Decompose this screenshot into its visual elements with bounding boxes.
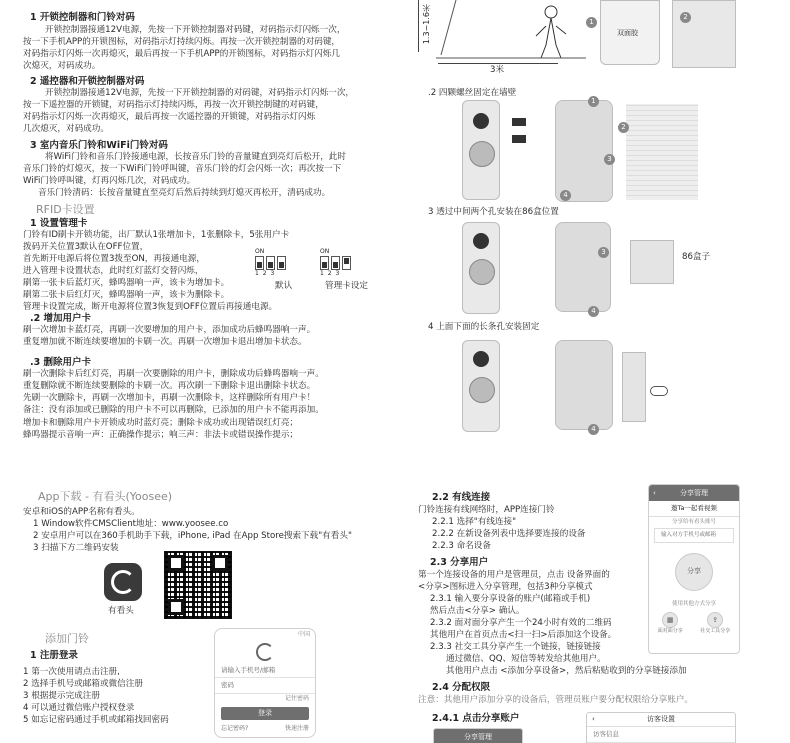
other-share-label: 使用其他方式分享 [671,601,716,608]
logo-label: 有看头 [108,606,134,616]
heading-click-share-account: 2.4.1 点击分享账户 [432,713,520,724]
text-line: 管理卡设置完成，断开电源将位置3恢复到OFF位置后再接通电源。 [23,302,278,312]
share-button[interactable]: 分享 [675,553,713,591]
wall-figure [672,0,736,68]
quick-register-link[interactable]: 快速注册 [284,725,309,733]
reg-item: 1 第一次使用请点击注册, [23,667,120,677]
heading-lock-pairing: 1 开锁控制器和门铃对码 [30,12,135,23]
text-line: 将WiFi门铃和音乐门铃接通电源，长按音乐门铃的音量键直到亮灯后松开，此时 [45,152,346,162]
heading-chime-pairing: 3 室内音乐门铃和WiFi门铃对码 [30,140,168,151]
heading-permissions: 2.4 分配权限 [432,682,491,693]
share-manage-screen [433,728,523,743]
reg-item: 2 选择手机号或邮箱或微信注册 [23,679,143,689]
back-arrow-icon[interactable]: ‹ [592,715,595,723]
heading-delete-card: .3 删除用户卡 [30,357,92,368]
text-line: 先刷一次删除卡，再刷一次增加卡，再刷一次删除卡，这样删除所有用户卡！ [23,393,316,403]
dip-switch-default [255,248,286,278]
share-account-input[interactable]: 输入对方手机号或邮箱 [654,528,734,543]
visitor-settings-screen [586,712,736,743]
text-line: 刷第二张卡后红灯灭，蜂鸣器响一声，该卡为删除卡。 [23,290,230,300]
dip-numbers: 1 2 3 [255,269,276,277]
language-selector[interactable]: 中国 [297,631,310,638]
text-line: 几次熄灭，对码成功。 [23,124,109,134]
add-doorbell-title: 添加门铃 [45,632,89,645]
reg-item: 5 如忘记密码通过手机或邮箱找回密码 [23,715,169,725]
text-line: 对码指示灯闪烁一次再熄灭，最后再按一次遥控器的开锁键，对码指示灯闪烁 [23,112,316,122]
login-phone-screen [214,628,316,738]
visitor-settings-title: 访客设置 [647,715,675,723]
text-line: 2.3.3 社交工具分享产生一个链接，链接链接 [430,642,601,652]
text-line: 2.2.1 选择"有线连接" [432,517,517,527]
back-arrow-icon[interactable]: ‹ [653,489,656,497]
reg-item: 4 可以通过微信账户授权登录 [23,703,135,713]
reg-item: 3 根据提示完成注册 [23,691,100,701]
heading-admin-card: 1 设置管理卡 [30,218,88,229]
text-line: 音乐门铃清码：长按音量键直至亮灯后然后持续到灯熄灭再松开，清码成功。 [38,188,331,198]
social-share[interactable]: ⇪ 社交工具分享 [700,612,730,635]
text-line: 蜂鸣器提示音响一声：正确操作提示；响三声：非法卡或错误操作提示； [23,430,299,440]
dip-on-label: ON [255,248,265,255]
dip-manage-label: 管理卡设定 [325,281,368,291]
text-line: 重复增加就不断连续要增加的卡刷一次。再刷一次增加卡退出增加卡状态。 [23,337,307,347]
text-line: 音乐门铃的灯熄灭，按一下WiFi门铃呼叫键，音乐门铃的灯会闪烁一次；再次按一下 [23,164,342,174]
bracket [555,100,613,202]
visitor-info-row[interactable]: 访客信息 [587,727,735,743]
text-line: 门铃连接有线网络时，APP连接门铃 [418,505,555,515]
text-line: 刷第一张卡后蓝灯灭，蜂鸣器响一声，该卡为增加卡。 [23,278,230,288]
dip-on-label: ON [320,248,330,255]
box86-label: 86盒子 [682,252,711,262]
qr-icon: ▦ [662,612,678,628]
text-line: 2.3.2 面对面分享产生一个24小时有效的二维码 [430,618,612,628]
text-line: 通过微信、QQ、短信等转发给其他用户。 [446,654,606,664]
text-line: 增加卡和删除用户卡开锁成功时蓝灯亮；删除卡成功或出现错误红灯亮； [23,418,299,428]
share-hint: 分享给有看头账号 [671,518,716,525]
text-line: 按一下手机APP的开锁图标，对码指示灯持续闪烁。再按一次开锁控制器的对码键， [23,37,341,47]
remember-checkbox[interactable]: 记住密码 [284,695,309,703]
distance-label: 3米 [490,65,505,75]
dip-numbers: 1 2 3 [320,269,341,277]
share-screen-title: 分享管理 [680,489,708,497]
text-line: 2.2.2 在新设备列表中选择要连接的设备 [432,529,586,539]
heading-share: 2.3 分享用户 [430,557,489,568]
note-text: 注意：其他用户添加分享的设备后，管理员账户要分配权限给分享账户。 [418,695,694,705]
text-line: <分享>图标进入分享管理，包括3种分享模式 [418,582,593,592]
forgot-password-link[interactable]: 忘记密码? [221,725,249,733]
face-to-face-share[interactable]: ▦ 面对面分享 [658,612,683,635]
dip-default-label: 默认 [275,281,293,291]
text-line: 第一个连接设备的用户是管理员，点击 设备界面的 [418,570,610,580]
text-line: 开锁控制器接通12V电源，先按一下开锁控制器对码键，对码指示灯闪烁一次， [45,25,346,35]
text-line: 门铃有ID刷卡开锁功能，出厂默认1张增加卡，1张删除卡，5张用户卡 [23,230,290,240]
app-download-title: App下载 - 有看头(Yoosee) [38,490,173,503]
rfid-title: RFID卡设置 [36,203,95,216]
text-line: 次熄灭，对码成功。 [23,61,101,71]
text-line: 刷一次删除卡后红灯亮，再刷一次要删除的用户卡，删除成功后蜂鸣器响一声。 [23,369,324,379]
badge-1: 1 [586,17,597,29]
share-phone-screen [648,484,740,654]
doorbell-front [462,100,500,200]
text-line: 按一下遥控器的开锁键，对码指示灯持续闪烁，再按一次开锁控制键的对码键， [23,100,324,110]
text-line: WiFi门铃呼叫键，灯再闪烁几次，对码成功。 [23,176,196,186]
doorbell-back-figure [600,0,660,65]
badge-2: 2 [680,12,691,24]
app-logo-icon [256,643,274,661]
app-item-3: 3 扫描下方二维码安装 [33,543,119,553]
username-field[interactable]: 请输入手机号/邮箱 [215,663,315,679]
password-field[interactable]: 密码 [215,678,315,694]
app-item-2: 2 安卓用户可以在360手机助手下载，iPhone, iPad 在App Store搜索下载"有看头" [33,531,352,541]
step-two-label: .2 四颗螺丝固定在墙壁 [428,88,517,98]
step-four-label: 4 上面下面的长条孔安装固定 [428,322,540,332]
glue-label: 双面胶 [617,29,638,37]
heading-register: 1 注册登录 [30,650,78,661]
text-line: 其他用户在首页点击<扫一扫>后添加这个设备。 [430,630,617,640]
share-icon: ⇪ [707,612,723,628]
login-button[interactable]: 登录 [221,707,309,720]
step-three-label: 3 透过中间两个孔安装在86盒位置 [428,207,559,217]
text-line: 开锁控制器接通12V电源，先按一下开锁控制器的对码键，对码指示灯闪烁一次， [45,88,355,98]
text-line: 其他用户点击 <添加分享设备>，然后粘贴收到的分享链接添加 [446,666,687,676]
dip-switch-manage [320,248,351,278]
text-line: 对码指示灯闪烁一次再熄灭，最后再按一下手机APP的开锁图标，对码指示灯闪烁几 [23,49,341,59]
text-line: 拨码开关位置3默认在OFF位置， [23,242,149,252]
text-line: 首先断开电源后将位置3拨至ON，再接通电源， [23,254,205,264]
text-line: 然后点击<分享> 确认。 [430,606,525,616]
height-label: 1.3~1.6米 [422,4,431,45]
junction-box [630,240,674,284]
invite-text: 邀Ta一起看视频 [649,501,739,517]
heading-wired: 2.2 有线连接 [432,492,491,503]
yoosee-logo-icon [104,563,142,601]
text-line: 进入管理卡设置状态，此时红灯蓝灯交替闪烁， [23,266,204,276]
text-line: 2.2.3 命名设备 [432,541,491,551]
app-intro: 安卓和iOS的APP名称有看头。 [23,507,140,517]
share-manage-title: 分享管理 [434,729,522,743]
text-line: 刷一次增加卡蓝灯亮，再刷一次要增加的用户卡，添加成功后蜂鸣器响一声。 [23,325,316,335]
text-line: 重复删除就不断连续要删除的卡刷一次。再次刷一下删除卡退出删除卡状态。 [23,381,316,391]
text-line: 2.3.1 输入要分享设备的账户(邮箱或手机) [430,594,591,604]
qr-code [164,551,232,619]
text-line: 备注：没有添加或已删除的用户卡不可以再删除，已添加的用户卡不能再添加。 [23,405,324,415]
heading-add-card: .2 增加用户卡 [30,313,92,324]
app-item-1: 1 Window软件CMSClient地址：www.yoosee.co [33,519,229,529]
wall-texture [626,104,698,200]
heading-remote-pairing: 2 遥控器和开锁控制器对码 [30,76,145,87]
